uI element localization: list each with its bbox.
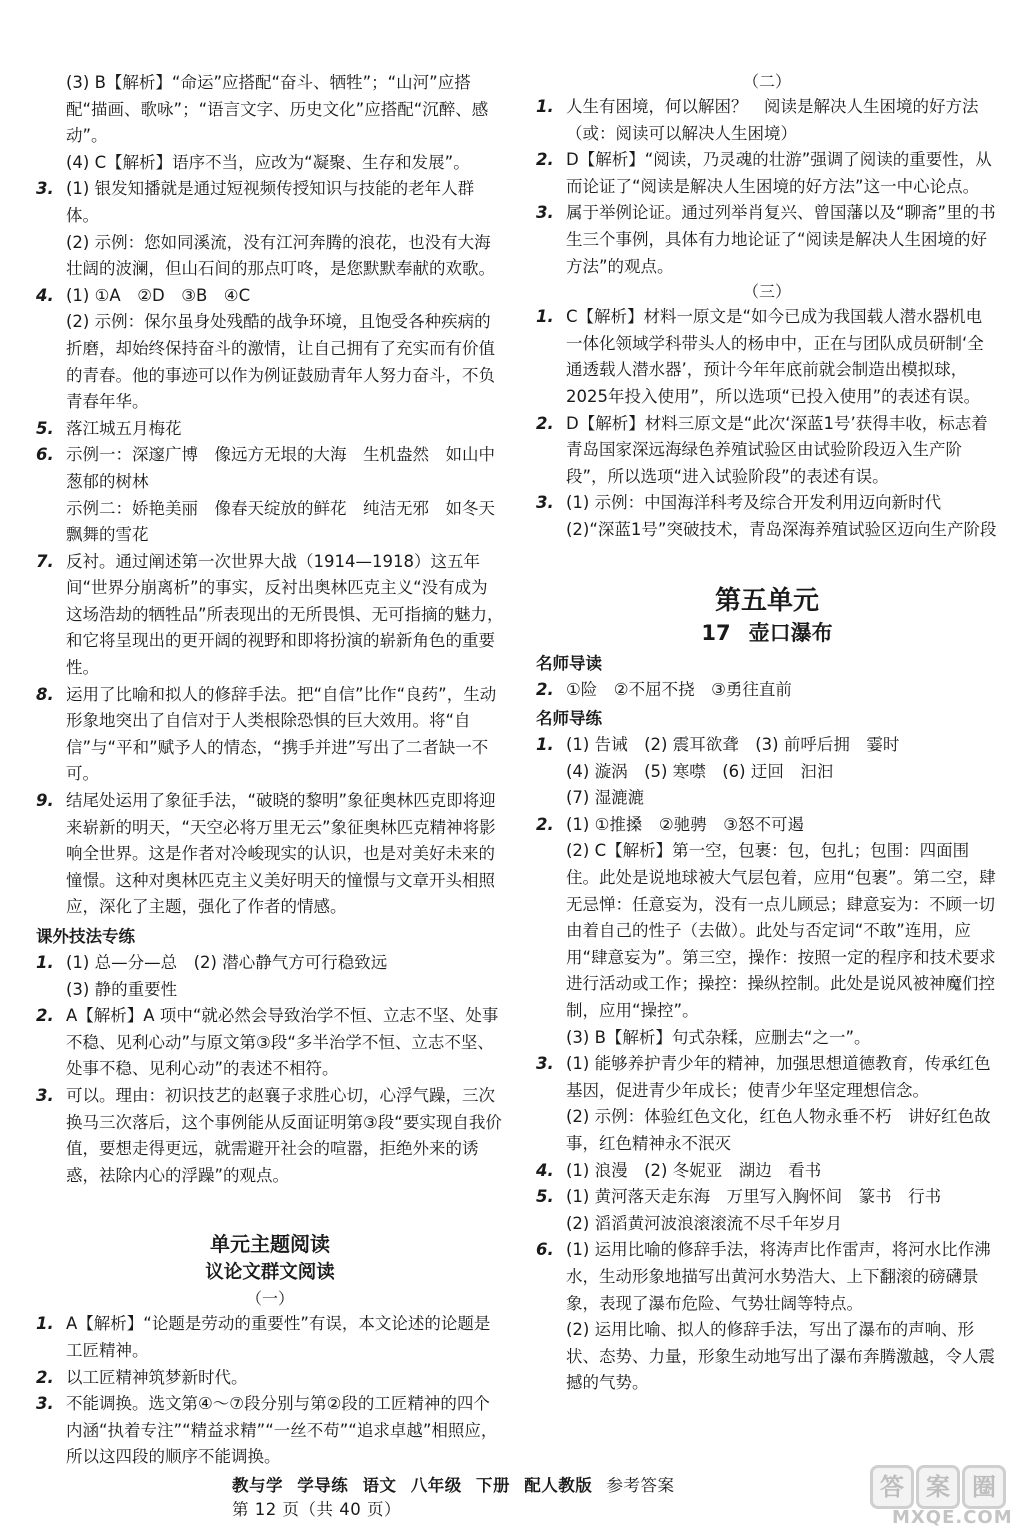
footer-volume: 下册	[476, 1476, 510, 1495]
practice-1	[36, 950, 504, 1003]
question-number: 2.	[536, 814, 554, 834]
answer-text: 结尾处运用了象征手法，“破晓的黎明”象征奥林匹克即将迎来崭新的明天，“天空必将万里无云”象征奥林匹克精神将影响全世界。这是作者对冷峻现实的认识，也是对美好未来的憧憬。这种对奥林匹克主义美好明天的憧憬与文章开头相照应，深化了主题，强化了作者的情感。	[66, 791, 496, 917]
answer-text: (1) 银发知播就是通过短视频传授知识与技能的老年人群体。	[66, 179, 475, 225]
reading2-1	[536, 94, 998, 147]
answer-text: (2) 示例：保尔虽身处残酷的战争环境，且饱受各种疾病的折磨，却始终保持奋斗的激情，让自己拥有了充实而有价值的青春。他的事迹可以作为例证鼓励青年人努力奋斗，不负青春年华。	[66, 312, 495, 412]
reading-3	[36, 1391, 504, 1471]
answer-text: ①险 ②不屈不挠 ③勇往直前	[566, 679, 792, 699]
question-number: 2.	[36, 1006, 54, 1026]
question-number: 3.	[36, 1085, 54, 1105]
footer-edition: 配人教版	[524, 1476, 593, 1495]
answer-text: (1) 浪漫 (2) 冬妮亚 湖边 看书	[566, 1160, 822, 1180]
answer-text: 可以。理由：初识技艺的赵襄子求胜心切，心浮气躁，三次换马三次落后，这个事例能从反面证明第③段“要实现自我价值，要想走得更远，就需避开社会的喧嚣，拒绝外来的诱惑，祛除内心的浮躁”的观点。	[66, 1085, 502, 1185]
answer-text: C【解析】材料一原文是“如今已成为我国载人潜水器机电一体化领域学科带头人的杨申中，正在与团队成员研制‘全通透载人潜水器’，预计今年年底前就会制造出模拟球，2025年投入使用”，所以选项“已投入使用”的表述有误。	[566, 307, 984, 406]
practice5-6	[536, 1237, 998, 1397]
footer-subject: 语文	[362, 1476, 397, 1495]
reading2-2	[536, 147, 998, 200]
answer-text: 落江城五月梅花	[66, 418, 182, 438]
answer-text: (7) 湿漉漉	[566, 788, 645, 808]
question-number: 1.	[536, 735, 554, 755]
question-number: 1.	[536, 97, 554, 116]
question-number: 9.	[36, 791, 54, 811]
answer-2-4: (4) C【解析】语序不当，应改为“凝聚、生存和发展”。	[66, 152, 470, 172]
reading-1	[36, 1311, 504, 1364]
footer-brand: 教与学	[232, 1476, 283, 1495]
answer-text: (2)“深蓝1号”突破技术，青岛深海养殖试验区迈向生产阶段	[566, 519, 997, 539]
watermark-char: 圈	[962, 1465, 1006, 1509]
footer-answers-label: 参考答案	[606, 1476, 675, 1495]
answer-text: (2) 示例：您如同溪流，没有江河奔腾的浪花，也没有大海壮阔的波澜，但山石间的那点叮咚，是您默默奉献的欢歌。	[66, 232, 495, 279]
practice5-1	[536, 732, 998, 812]
lesson-title: 壶口瀑布	[748, 620, 833, 645]
practice-2	[36, 1003, 504, 1083]
question-number: 7.	[36, 551, 54, 571]
answer-text: (3) 静的重要性	[66, 979, 178, 999]
question-number: 1.	[536, 307, 554, 327]
question-number: 6.	[36, 445, 54, 465]
question-6	[36, 442, 504, 548]
answer-text: (1) ①A ②D ③B ④C	[66, 285, 251, 305]
answer-text: 示例一：深邃广博 像远方无垠的大海 生机盎然 如山中葱郁的树林	[66, 445, 495, 491]
question-number: 6.	[536, 1240, 554, 1260]
watermark-logo	[866, 1463, 1016, 1529]
heading-argumentative-reading: 议论文群文阅读	[205, 1262, 335, 1284]
page-footer	[232, 1472, 852, 1520]
practice-3	[36, 1083, 504, 1189]
practice5-3	[536, 1051, 998, 1157]
answer-2-3: (3) B【解析】“命运”应搭配“奋斗、牺牲”；“山河”应搭配“描画、歌咏”；“语言文字、历史文化”应搭配“沉醉、感动”。	[66, 73, 489, 146]
footer-grade: 八年级	[410, 1476, 462, 1495]
answer-text: (2) 滔滔黄河波浪滚滚流不尽千年岁月	[566, 1213, 843, 1233]
reading3-3	[536, 490, 998, 543]
heading-unit-theme-reading: 单元主题阅读	[210, 1232, 330, 1257]
practice5-5	[536, 1184, 998, 1237]
question-number: 4.	[536, 1160, 554, 1180]
question-number: 5.	[536, 1187, 554, 1207]
question-number: 3.	[536, 493, 554, 513]
answer-text: 人生有困境，何以解困？ 阅读是解决人生困境的好方法（或：阅读可以解决人生困境）	[566, 97, 979, 143]
question-number: 5.	[36, 418, 54, 438]
answer-text: D【解析】材料三原文是“此次‘深蓝1号’获得丰收，标志着青岛国家深远海绿色养殖试验区由试验阶段迈入生产阶段”，所以选项“进入试验阶段”的表述有误。	[566, 413, 988, 486]
question-number: 8.	[36, 684, 54, 704]
question-number: 2.	[536, 413, 554, 433]
question-4	[36, 283, 504, 416]
reading-2	[36, 1365, 504, 1392]
answer-text: 反衬。通过阐述第一次世界大战（1914—1918）这五年间“世界分崩离析”的事实，反衬出奥林匹克主义“没有成为这场浩劫的牺牲品”所表现出的无所畏惧、无可指摘的魅力，和它将呈现出的更开阔的视野和即将扮演的崭新角色的重要性。	[66, 551, 504, 678]
section-heading-guide: 名师导读	[536, 653, 602, 673]
answer-text: (1) 示例：中国海洋科考及综合开发利用迈向新时代	[566, 493, 942, 513]
lesson-number: 17	[701, 620, 731, 645]
answer-text: (1) 总—分—总 (2) 潜心静气方可行稳致远	[66, 953, 388, 972]
lesson-heading	[536, 618, 998, 648]
answer-text: (2) 运用比喻、拟人的修辞手法，写出了瀑布的声响、形状、态势、力量，形象生动地写出了瀑布奔腾激越，令人震撼的气势。	[566, 1320, 995, 1393]
answer-text: (4) 漩涡 (5) 寒噤 (6) 迂回 汩汩	[566, 761, 834, 781]
guide-2	[536, 677, 998, 704]
heading-part-one: （一）	[245, 1289, 294, 1309]
question-5	[36, 416, 504, 443]
answer-text: (2) C【解析】第一空，包裹：包，包扎；包围：四面围住。此处是说地球被大气层包着，应用“包裹”。第二空，肆无忌惮：任意妄为，没有一点儿顾忌；肆意妄为：不顾一切由着自己的性子（去做）。此处与否定词“不敢”连用，应用“肆意妄为”。第三空，操作：按照一定的程序和技术要求进行活动或工作；操控：操纵控制。此处是说风被神魔们控制，应用“操控”。	[566, 841, 996, 1021]
question-9	[36, 788, 504, 921]
answer-text: 属于举例论证。通过列举肖复兴、曾国藩以及“聊斋”里的书生三个事例，具体有力地论证了“阅读是解决人生困境的好方法”的观点。	[566, 203, 996, 276]
footer-series: 学导练	[297, 1476, 349, 1495]
answer-text: (1) 黄河落天走东海 万里写入胸怀间 篆书 行书	[566, 1187, 942, 1207]
answer-text: 不能调换。选文第④～⑦段分别与第②段的工匠精神的四个内涵“执着专注”“精益求精”“一丝不苟”“追求卓越”相照应，所以这四段的顺序不能调换。	[66, 1394, 498, 1467]
answer-text: 示例二：娇艳美丽 像春天绽放的鲜花 纯洁无邪 如冬天飘舞的雪花	[66, 498, 495, 545]
question-number: 2.	[536, 679, 554, 699]
watermark-char: 答	[870, 1465, 914, 1509]
left-column	[36, 70, 504, 1471]
question-number: 2.	[36, 1367, 54, 1387]
question-number: 3.	[36, 1394, 54, 1414]
heading-part-three: （三）	[742, 282, 791, 302]
question-7	[36, 549, 504, 682]
answer-text: (1) ①推搡 ②驰骋 ③怒不可遏	[566, 814, 804, 834]
answer-text: (1) 告诫 (2) 震耳欲聋 (3) 前呼后拥 霎时	[566, 735, 900, 755]
question-number: 3.	[536, 1054, 554, 1074]
right-column	[536, 70, 998, 1397]
question-number: 2.	[536, 150, 554, 170]
question-number: 1.	[36, 953, 54, 972]
answer-text: (1) 运用比喻的修辞手法，将涛声比作雷声，将河水比作沸水，生动形象地描写出黄河水势浩大、上下翻滚的磅礴景象，表现了瀑布危险、气势壮阔等特点。	[566, 1240, 991, 1313]
heading-part-two: （二）	[742, 72, 791, 91]
question-number: 4.	[36, 285, 54, 305]
question-number: 1.	[36, 1314, 54, 1334]
answer-text: (3) B【解析】句式杂糅，应删去“之一”。	[566, 1027, 871, 1047]
practice5-2	[536, 812, 998, 1051]
watermark-url: MXQE.COM	[892, 1507, 1013, 1528]
answer-text: A【解析】“论题是劳动的重要性”有误，本文论述的论题是工匠精神。	[66, 1314, 491, 1360]
practice5-4	[536, 1158, 998, 1185]
question-number: 3.	[536, 203, 554, 223]
reading3-2	[536, 411, 998, 491]
question-8	[36, 682, 504, 788]
answer-text: 以工匠精神筑梦新时代。	[66, 1367, 248, 1387]
answer-text: (1) 能够养护青少年的精神，加强思想道德教育，传承红色基因，促进青少年成长；使青少年坚定理想信念。	[566, 1054, 991, 1100]
reading2-3	[536, 200, 998, 280]
question-3	[36, 176, 504, 282]
watermark-char: 案	[916, 1465, 960, 1509]
section-heading-extra-practice: 课外技法专练	[36, 927, 135, 946]
answer-text: A【解析】A 项中“就必然会导致治学不恒、立志不坚、处事不稳、见利心动”与原文第③段“多半治学不恒、立志不坚、处事不稳、见利心动”的表述不相符。	[66, 1006, 499, 1079]
reading3-1	[536, 304, 998, 410]
answer-text: 运用了比喻和拟人的修辞手法。把“自信”比作“良药”，生动形象地突出了自信对于人类根除恐惧的巨大效用。将“自信”与“平和”赋予人的情态，“携手并进”写出了二者缺一不可。	[66, 684, 497, 784]
answer-text: (2) 示例：体验红色文化，红色人物永垂不朽 讲好红色故事，红色精神永不泯灭	[566, 1107, 991, 1153]
section-heading-practice: 名师导练	[536, 709, 602, 729]
question-number: 3.	[36, 179, 54, 199]
footer-page-number: 第 12 页（共 40 页）	[232, 1500, 401, 1519]
heading-unit-five: 第五单元	[714, 585, 819, 616]
answer-text: D【解析】“阅读，乃灵魂的壮游”强调了阅读的重要性，从而论证了“阅读是解决人生困境的好方法”这一中心论点。	[566, 150, 992, 196]
